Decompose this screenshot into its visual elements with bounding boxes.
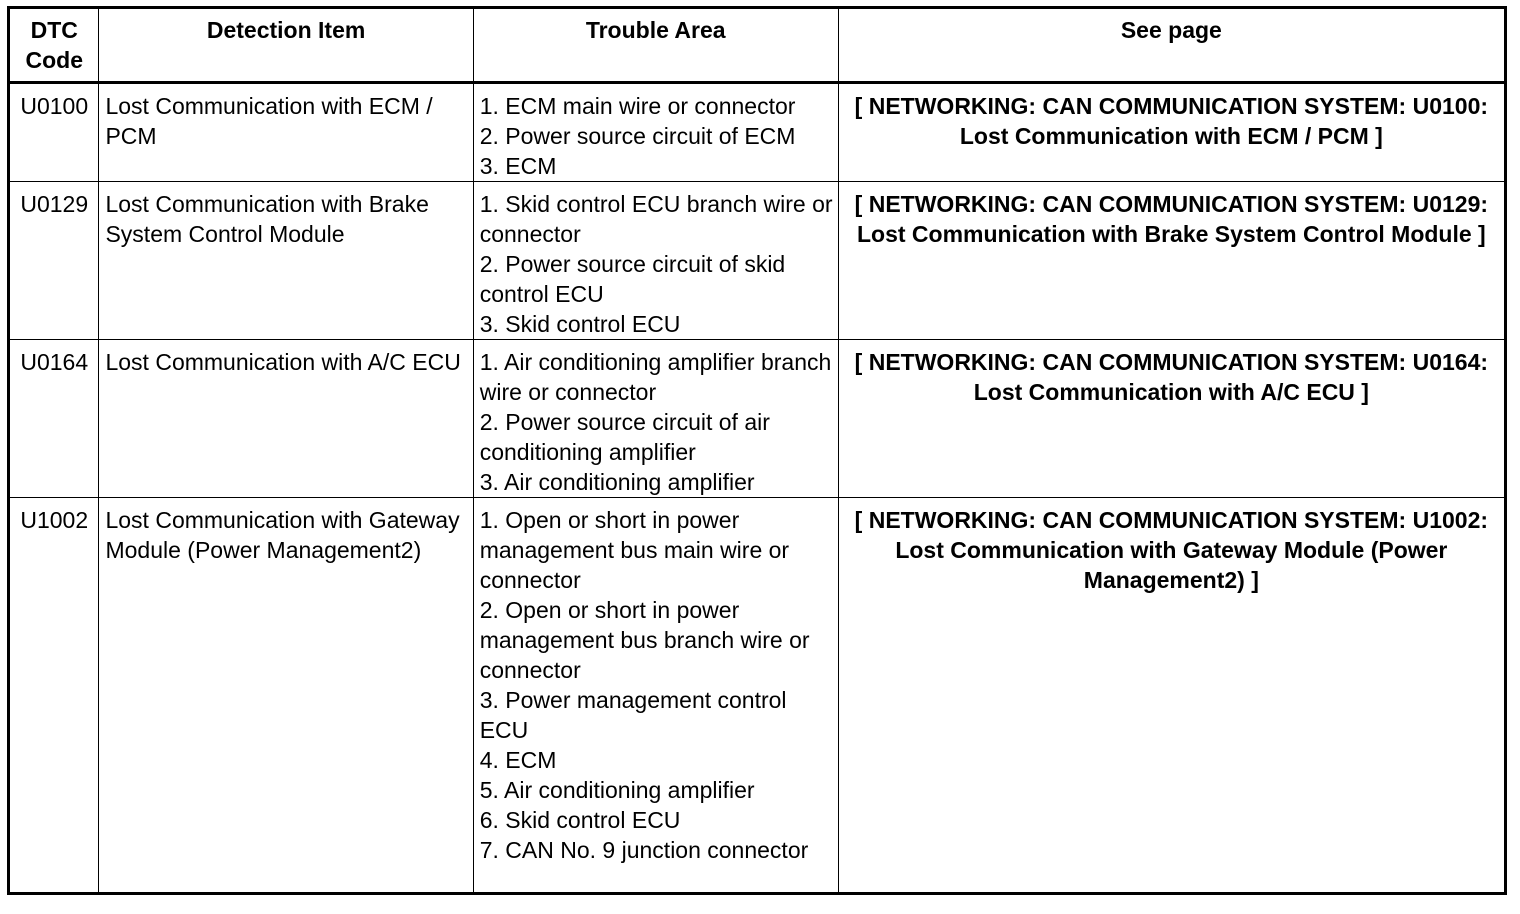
dtc-table (7, 6, 1507, 895)
dtc-code-cell: U0100 (9, 83, 99, 182)
trouble-area-line: 3. Skid control ECU (479, 311, 681, 337)
dtc-code-cell: U1002 (9, 498, 99, 894)
trouble-area-line: 2. Power source circuit of ECM (479, 123, 796, 149)
table-row (9, 182, 1506, 340)
header-detection-item: Detection Item (99, 8, 473, 83)
trouble-area-line: 1. ECM main wire or connector (479, 93, 796, 119)
trouble-area-line: 6. Skid control ECU (479, 807, 681, 833)
trouble-area-cell (473, 182, 838, 340)
detection-item-cell: Lost Communication with ECM / PCM (99, 83, 473, 182)
see-page-link[interactable]: [ NETWORKING: CAN COMMUNICATION SYSTEM: U0164: Lost Communication with A/C ECU ] (838, 340, 1505, 498)
trouble-area-line: 2. Power source circuit of skid control ECU (479, 251, 786, 307)
dtc-code-cell: U0129 (9, 182, 99, 340)
see-page-link[interactable]: [ NETWORKING: CAN COMMUNICATION SYSTEM: U0100: Lost Communication with ECM / PCM ] (838, 83, 1505, 182)
trouble-area-line: 3. Power management control ECU (479, 687, 787, 743)
table-row (9, 498, 1506, 894)
trouble-area-line: 3. Air conditioning amplifier (479, 469, 755, 495)
trouble-area-line: 4. ECM (479, 747, 557, 773)
trouble-area-line: 3. ECM (479, 153, 557, 179)
header-code-line1: DTC (30, 17, 78, 43)
trouble-area-line: 2. Power source circuit of air conditioning amplifier (479, 409, 770, 465)
trouble-area-line: 2. Open or short in power management bus branch wire or connector (479, 597, 810, 683)
detection-item-cell: Lost Communication with Gateway Module (Power Management2) (99, 498, 473, 894)
table-row (9, 83, 1506, 182)
trouble-area-line: 7. CAN No. 9 junction connector (479, 837, 809, 863)
trouble-area-cell (473, 340, 838, 498)
header-see-page: See page (838, 8, 1505, 83)
trouble-area-line: 1. Open or short in power management bus main wire or connector (479, 507, 790, 593)
trouble-area-line: 1. Air conditioning amplifier branch wire or connector (479, 349, 832, 405)
table-body (9, 83, 1506, 894)
table-header (9, 8, 1506, 83)
header-dtc-code (9, 8, 99, 83)
dtc-code-cell: U0164 (9, 340, 99, 498)
trouble-area-cell (473, 83, 838, 182)
see-page-link[interactable]: [ NETWORKING: CAN COMMUNICATION SYSTEM: U0129: Lost Communication with Brake System Control Module ] (838, 182, 1505, 340)
header-code-line2: Code (25, 47, 83, 73)
trouble-area-line: 5. Air conditioning amplifier (479, 777, 755, 803)
trouble-area-cell (473, 498, 838, 894)
table-row (9, 340, 1506, 498)
header-trouble-area: Trouble Area (473, 8, 838, 83)
trouble-area-line: 1. Skid control ECU branch wire or connector (479, 191, 833, 247)
detection-item-cell: Lost Communication with Brake System Control Module (99, 182, 473, 340)
see-page-link[interactable]: [ NETWORKING: CAN COMMUNICATION SYSTEM: U1002: Lost Communication with Gateway Module (Power Management2) ] (838, 498, 1505, 894)
detection-item-cell: Lost Communication with A/C ECU (99, 340, 473, 498)
header-row (9, 8, 1506, 83)
